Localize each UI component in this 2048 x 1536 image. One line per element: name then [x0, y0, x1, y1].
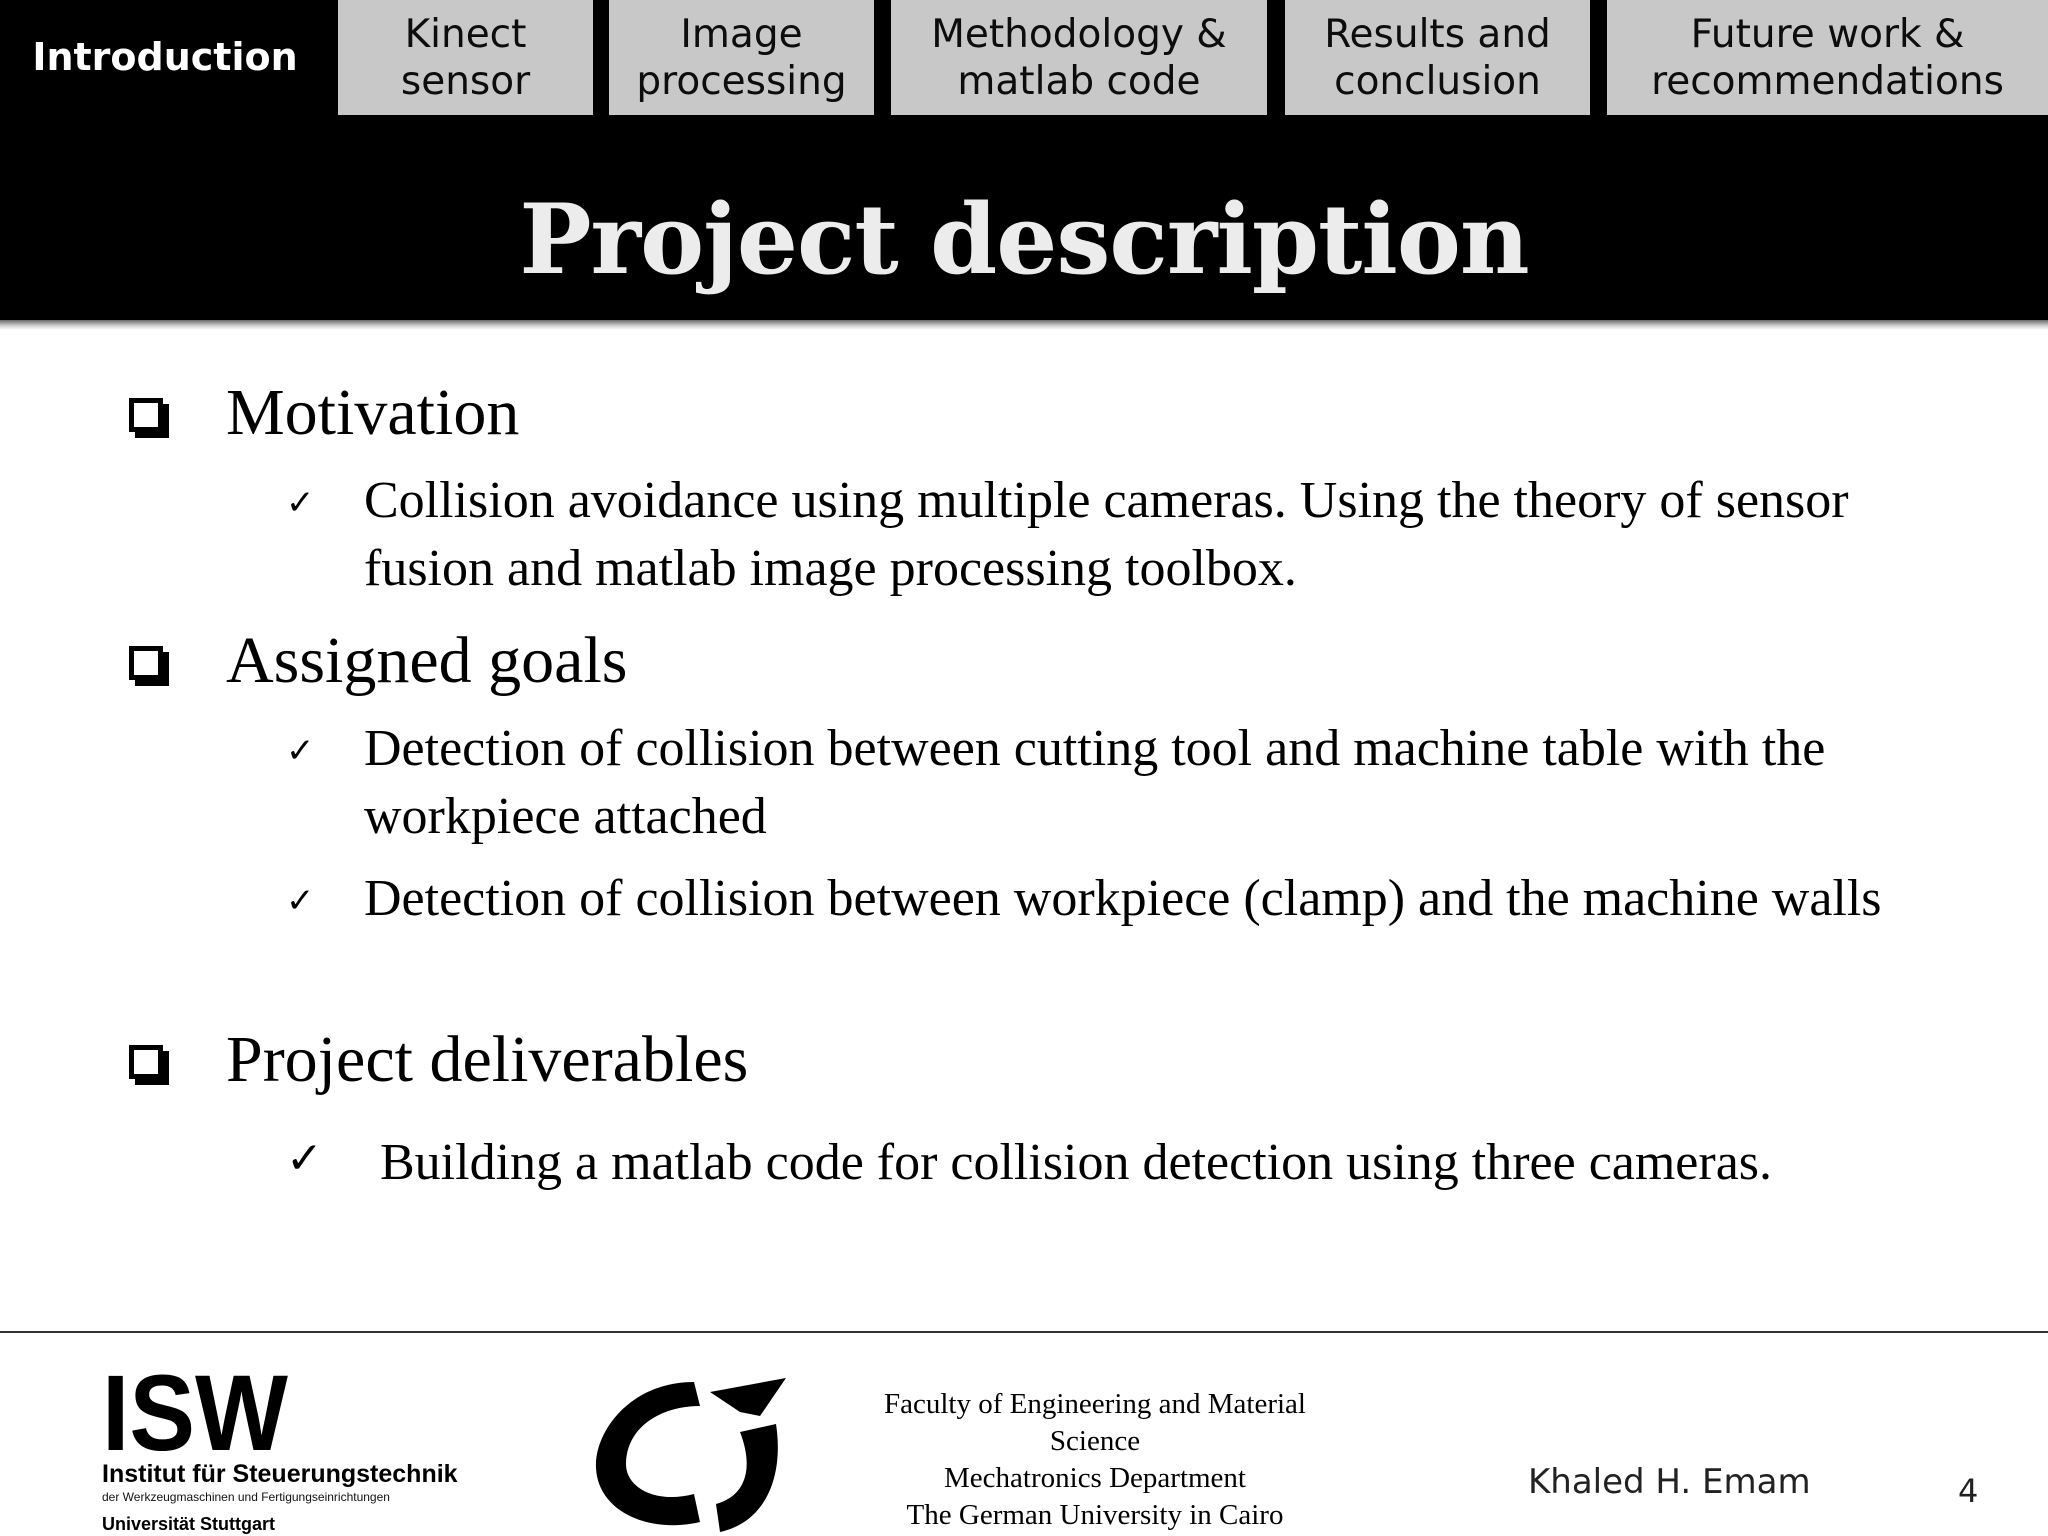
hollow-square-icon: [129, 398, 163, 432]
tab-kinect-sensor[interactable]: [338, 0, 593, 115]
faculty-line: Mechatronics Department: [944, 1462, 1246, 1494]
tab-label: Image: [680, 11, 803, 57]
tab-introduction[interactable]: [0, 0, 330, 115]
faculty-line: The German University in Cairo: [906, 1499, 1284, 1531]
isw-university: Universität Stuttgart: [102, 1514, 276, 1534]
tab-label: recommendations: [1651, 58, 2004, 104]
hollow-square-icon: [129, 646, 163, 680]
header-divider: [0, 320, 2048, 330]
checkmark-icon: ✓: [286, 483, 315, 523]
checkmark-icon: ✓: [286, 881, 315, 921]
tab-label: Kinect: [404, 11, 527, 57]
list-item: Detection of collision between cutting tool and machine table with the workpiece attached: [364, 720, 1826, 845]
page-number: 4: [1958, 1472, 1979, 1510]
footer-divider: [0, 1331, 2048, 1333]
faculty-line: Faculty of Engineering and Material: [884, 1388, 1306, 1420]
tab-label: Introduction: [32, 35, 298, 79]
faculty-line: Science: [1049, 1425, 1141, 1457]
list-item: Detection of collision between workpiece (clamp) and the machine walls: [364, 870, 1882, 927]
isw-logo-letters: ISW: [102, 1370, 289, 1473]
faculty-block: [840, 1386, 1350, 1534]
tab-label: sensor: [400, 58, 531, 104]
tab-label: Methodology &: [931, 11, 1227, 57]
tab-results[interactable]: [1285, 0, 1590, 115]
tab-image-processing[interactable]: [609, 0, 874, 115]
hollow-square-icon: [129, 1045, 163, 1079]
guc-logo-letters: GU: [650, 1433, 731, 1495]
isw-institute-subtitle: der Werkzeugmaschinen und Fertigungseinrichtungen: [102, 1490, 390, 1504]
guc-logo: [590, 1372, 800, 1536]
list-item: Collision avoidance using multiple cameras. Using the theory of sensor fusion and matlab image processing toolbox.: [364, 472, 1849, 597]
tab-label: Results and: [1324, 11, 1551, 57]
section-heading-deliverables: Project deliverables: [226, 1023, 749, 1096]
header-band: [0, 0, 2048, 320]
checkmark-icon: ✓: [286, 1133, 323, 1184]
tab-label: Future work &: [1690, 11, 1965, 57]
slide-title: Project description: [519, 183, 1529, 296]
isw-institute-name: Institut für Steuerungstechnik: [102, 1460, 458, 1488]
tab-label: matlab code: [957, 58, 1201, 104]
tab-label: processing: [636, 58, 847, 104]
tab-future-work[interactable]: [1607, 0, 2048, 115]
tab-label: conclusion: [1334, 58, 1541, 104]
section-heading-motivation: Motivation: [226, 376, 520, 449]
author-name: Khaled H. Emam: [1528, 1462, 1811, 1502]
tab-methodology[interactable]: [891, 0, 1267, 115]
isw-logo: [102, 1370, 482, 1536]
checkmark-icon: ✓: [286, 731, 315, 771]
section-heading-assigned-goals: Assigned goals: [226, 624, 628, 697]
list-item: Building a matlab code for collision detection using three cameras.: [380, 1134, 1773, 1191]
